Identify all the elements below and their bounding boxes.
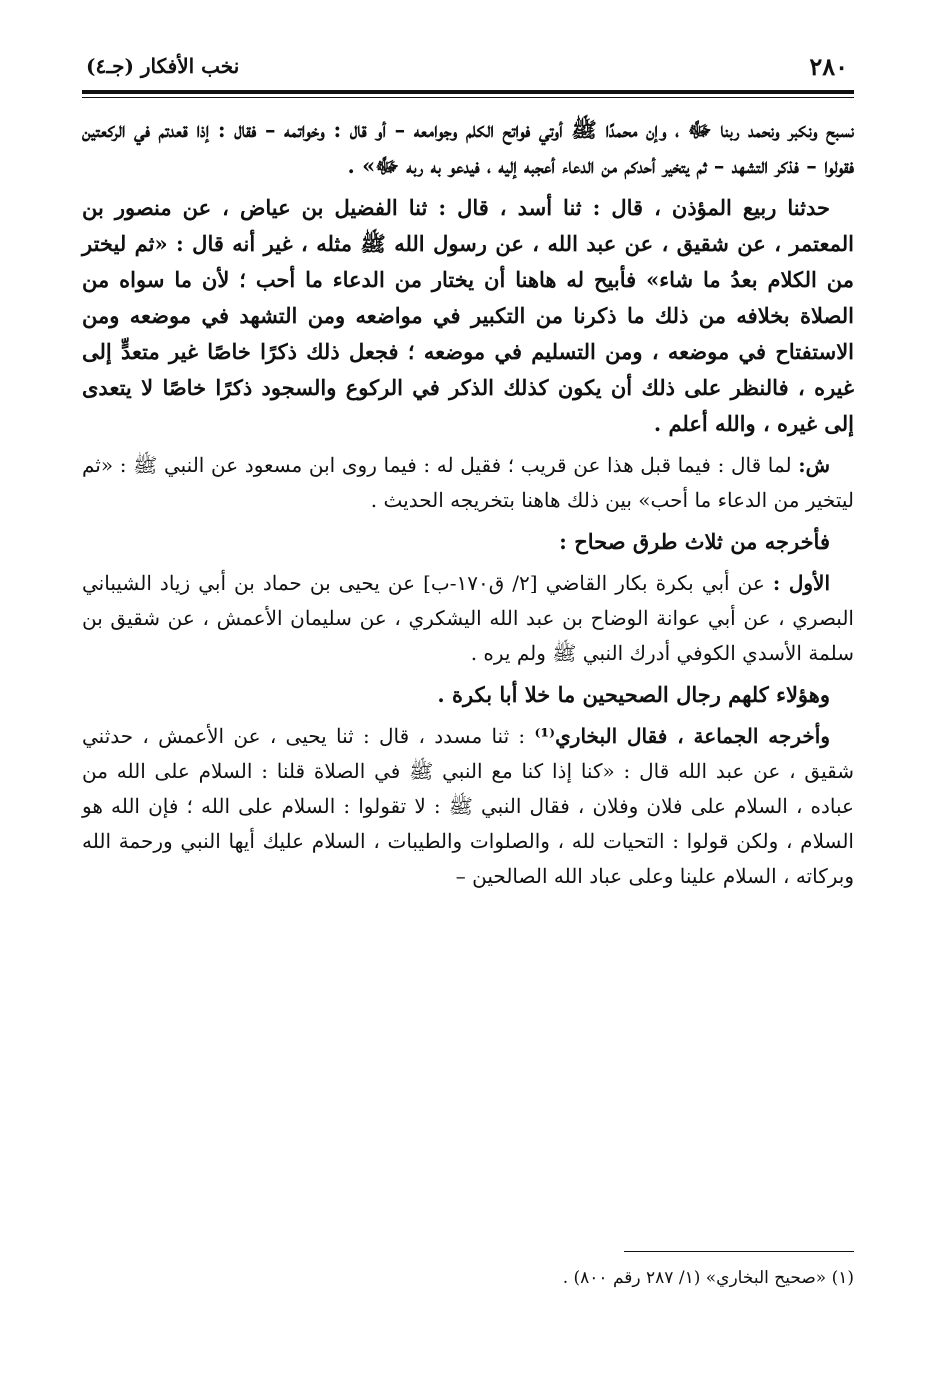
paragraph-text: حدثنا ربيع المؤذن ، قال : ثنا أسد ، قال : ثنا الفضيل بن عياض ، عن منصور بن المعتمر ، عن شقيق ، عن عبد الله ، عن رسول الله ﷺ مثله ، غير أنه قال : «ثم ليختر من الكلام بعدُ ما شاء» فأبيح له هاهنا أن يختار من الدعاء ما أحب ؛ لأن ما سواه من الصلاة بخلافه من ذلك ما ذكرنا من التكبير في مواضعه ومن التشهد في موضعه ومن الاستفتاح في موضعه ، ومن التسليم في موضعه ؛ فجعل ذلك ذكرًا خاصًا غير متعدٍّ إلى غيره ، فالنظر على ذلك أن يكون كذلك الذكر في الركوع والسجود ذكرًا خاصًا لا يتعدى إلى غيره ، والله أعلم .	[82, 195, 854, 436]
page-number: ٢٨٠	[809, 52, 848, 81]
header-rule-thin	[82, 97, 854, 98]
paragraph-text: فأخرجه من ثلاث طرق صحاح :	[559, 529, 830, 554]
paragraph-text: نسبح ونكبر ونحمد ربنا ﷻ ، وإن محمدًا ﷺ أوتي فواتح الكلم وجوامعه – أو قال : وخواتمه – فقال : إذا قعدتم في الركعتين فقولوا – فذكر التشهد – ثم يتخير أحدكم من الدعاء أعجبه إليه ، فيدعو به ربه ﷻ» .	[82, 117, 854, 178]
paragraph-text: : ثنا مسدد ، قال : ثنا يحيى ، عن الأعمش ، حدثني شقيق ، عن عبد الله قال : «كنا إذا كنا مع النبي ﷺ في الصلاة قلنا : السلام على الله من عباده ، السلام على فلان وفلان ، فقال النبي ﷺ : لا تقولوا : السلام على الله ؛ فإن الله هو السلام ، ولكن قولوا : التحيات لله ، والصلوات والطيبات ، السلام عليك أيها النبي ورحمة الله وبركاته ، السلام علينا وعلى عباد الله الصالحين –	[82, 724, 854, 888]
footnote: (١) «صحيح البخاري» (١/ ٢٨٧ رقم ٨٠٠) .	[562, 1268, 854, 1288]
footnote-rule	[624, 1251, 854, 1252]
paragraph-lead: وأخرجه الجماعة ، فقال البخاري⁽¹⁾	[534, 724, 830, 748]
page-body	[82, 112, 854, 900]
running-title: نخب الأفكار (جـ٤)	[86, 54, 240, 78]
paragraph-lead: ش:	[798, 453, 830, 477]
book-page	[82, 52, 854, 1352]
paragraph-second-chain	[82, 190, 854, 442]
paragraph-hadith-end	[82, 112, 854, 184]
paragraph-text: لما قال : فيما قبل هذا عن قريب ؛ فقيل له : فيما روى ابن مسعود عن النبي ﷺ : «ثم ليتخير من الدعاء ما أحب» بين ذلك هاهنا بتخريجه الحديث .	[82, 453, 854, 512]
paragraph-bukhari	[82, 719, 854, 894]
paragraph-text: عن أبي بكرة بكار القاضي [٢/ ق١٧٠-ب] عن يحيى بن حماد بن أبي زياد الشيباني البصري ، عن أبي عوانة الوضاح بن عبد الله اليشكري ، عن سليمان الأعمش ، عن شقيق بن سلمة الأسدي الكوفي أدرك النبي ﷺ ولم يره .	[82, 571, 854, 665]
paragraph-text: وهؤلاء كلهم رجال الصحيحين ما خلا أبا بكرة .	[437, 682, 830, 707]
page-header	[82, 52, 854, 88]
paragraph-narrators-note	[82, 677, 854, 713]
header-rule	[82, 90, 854, 94]
paragraph-section-heading	[82, 524, 854, 560]
paragraph-first-chain	[82, 566, 854, 671]
paragraph-lead: الأول :	[772, 571, 830, 595]
paragraph-commentary	[82, 448, 854, 518]
